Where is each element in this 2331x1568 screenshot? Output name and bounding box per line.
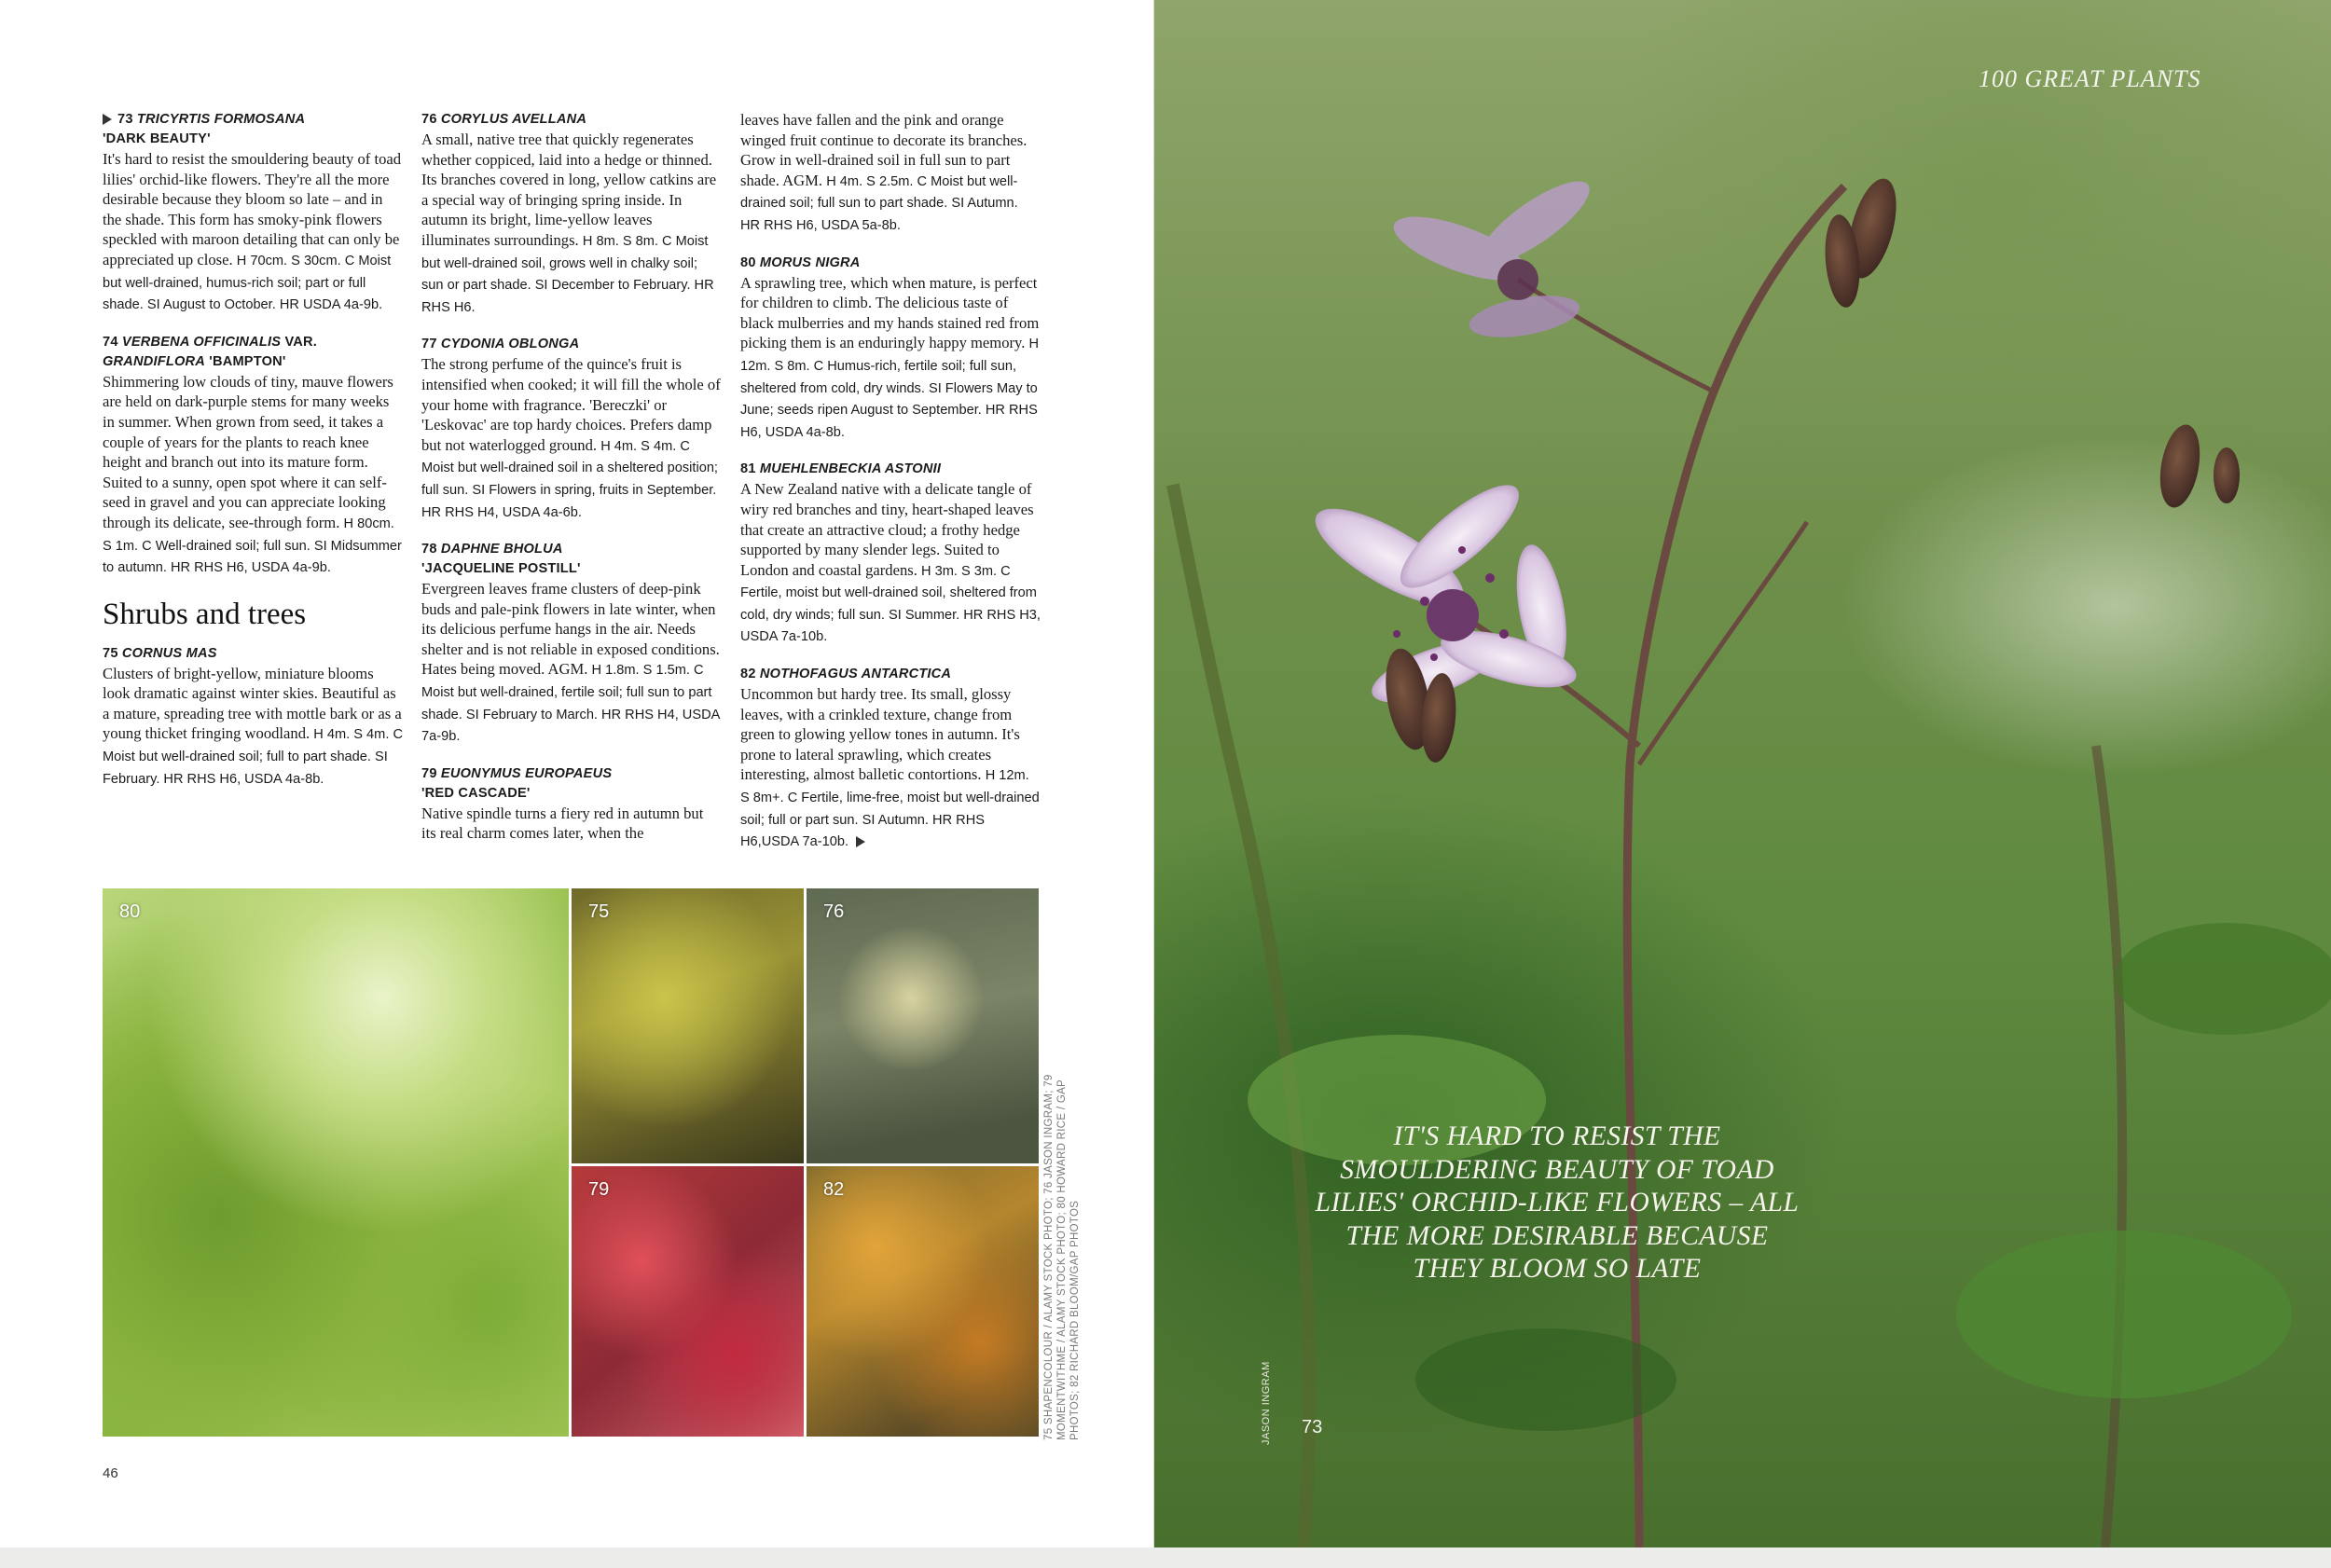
- photo-number: 75: [588, 901, 610, 922]
- photo-number: 76: [823, 901, 845, 922]
- entry-text: Evergreen leaves frame clusters of deep-pink buds and pale-pink flowers in late winter, when its delicious perfume hangs in the air. Needs shelter and is not reliable in exposed conditions. Hates being moved. AGM. H 1.8m. S 1.5m. C Moist but well-drained, fertile soil; full sun to part shade. SI February to March. HR RHS H4, USDA 7a-9b.: [421, 580, 720, 745]
- photo-morus-nigra: [103, 888, 569, 1437]
- entry-heading: 77 CYDONIA OBLONGA: [421, 337, 580, 352]
- entry-heading: 79 EUONYMUS EUROPAEUS 'RED CASCADE': [421, 765, 613, 801]
- toad-lily-illustration: [1154, 0, 2331, 1547]
- entry-heading: 76 CORYLUS AVELLANA: [421, 112, 587, 127]
- entry-heading: 74 VERBENA OFFICINALIS VAR. GRANDIFLORA 'BAMPTON': [103, 334, 318, 369]
- entry-text: The strong perfume of the quince's fruit is intensified when cooked; it will fill the whole of your home with fragrance. 'Bereczki' or 'Leskovac' are top hardy choices. Prefers damp but not waterlogged ground. H 4m. S 4m. C Moist but well-drained soil in a sheltered position; full sun. SI Flowers in spring, fruits in September. HR RHS H4, USDA 4a-6b.: [421, 355, 721, 520]
- entry-text: A sprawling tree, which when mature, is perfect for children to climb. The delicious taste of black mulberries and my hands stained red from picking them is an enduringly happy memory. H 12m. S 8m. C Humus-rich, fertile soil; full sun, sheltered from cold, dry winds. SI Flowers May to June; seeds ripen August to September. HR RHS H6, USDA 4a-8b.: [740, 273, 1040, 440]
- plate-number: 73: [1302, 1417, 1323, 1437]
- entry-heading: 78 DAPHNE BHOLUA 'JACQUELINE POSTILL': [421, 542, 581, 577]
- entry-text: It's hard to resist the smouldering beauty of toad lilies' orchid-like flowers. They're all the more desirable because they bloom so late – and in the shade. This form has smoky-pink flowers speckled with maroon detailing that can only be appreciated up close. H 70cm. S 30cm. C Moist but well-drained, humus-rich soil; part or full shade. SI August to October. HR USDA 4a-9b.: [103, 150, 402, 313]
- pull-quote: IT'S HARD TO RESIST THE SMOULDERING BEAUTY OF TOAD LILIES' ORCHID-LIKE FLOWERS – ALL THE MORE DESIRABLE BECAUSE THEY BLOOM SO LATE: [1315, 1121, 1800, 1284]
- plant-entry-82: [740, 665, 1041, 853]
- left-page: [0, 0, 1153, 1547]
- entry-text: A New Zealand native with a delicate tangle of wiry red branches and tiny, heart-shaped leaves that create an attractive cloud; a frothy hedge supported by many slender legs. Suited to London and coastal gardens. H 3m. S 3m. C Fertile, moist but well-drained soil, sheltered from cold, dry winds; full sun. SI Summer. HR RHS H3, USDA 7a-10b.: [740, 480, 1041, 645]
- plant-entry-76: [421, 110, 722, 318]
- plant-entry-73: [103, 110, 403, 316]
- photo-number: 79: [588, 1179, 610, 1200]
- photo-number: 82: [823, 1179, 845, 1200]
- photo-credit: JASON INGRAM: [1261, 1361, 1272, 1445]
- plant-entry-77: [421, 335, 722, 523]
- entry-heading: 73 TRICYRTIS FORMOSANA 'DARK BEAUTY': [103, 112, 306, 146]
- page-number: 46: [103, 1465, 118, 1481]
- photo-number: 80: [119, 901, 141, 922]
- entry-text: Native spindle turns a fiery red in autumn but its real charm comes later, when the: [421, 804, 704, 843]
- plant-entry-81: [740, 460, 1041, 648]
- continue-arrow-icon: [103, 114, 112, 125]
- entry-text: Uncommon but hardy tree. Its small, glossy leaves, with a crinkled texture, change from green to glowing yellow tones in autumn. It's prone to lateral sprawling, which creates interesting, almost balletic contortions. H 12m. S 8m+. C Fertile, lime-free, moist but well-drained soil; full or part sun. SI Autumn. HR RHS H6,USDA 7a-10b.: [740, 685, 1040, 850]
- right-page-photo: [1154, 0, 2331, 1547]
- section-title: Shrubs and trees: [103, 597, 307, 631]
- entry-text: leaves have fallen and the pink and orange winged fruit continue to decorate its branches. Grow in well-drained soil in full sun to part shade. AGM. H 4m. S 2.5m. C Moist but well-drained soil; full sun to part shade. SI Autumn. HR RHS H6, USDA 5a-8b.: [740, 111, 1028, 233]
- entry-heading: 75 CORNUS MAS: [103, 645, 217, 661]
- plant-entry-74: [103, 333, 403, 579]
- photo-cornus-mas: [572, 888, 804, 1163]
- text-column-1: [103, 110, 403, 806]
- photo-euonymus-europaeus: [572, 1166, 804, 1437]
- plant-entry-80: [740, 254, 1041, 444]
- photo-credits: 75 SHAPENCOLOUR / ALAMY STOCK PHOTO; 76 JASON INGRAM; 79 MOMENTWITHME / ALAMY STOCK PHOTO; 80 HOWARD RICE / GAP PHOTOS; 82 RICHARD BLOOM/GAP PHOTOS: [1043, 1074, 1081, 1440]
- photo-corylus-avellana: [807, 888, 1039, 1163]
- continue-arrow-icon: [856, 836, 865, 847]
- plant-entry-79: [421, 764, 722, 844]
- entry-heading: 82 NOTHOFAGUS ANTARCTICA: [740, 667, 952, 682]
- entry-text: Shimmering low clouds of tiny, mauve flowers are held on dark-purple stems for many weeks in summer. When grown from seed, it takes a couple of years for the plants to reach knee height and branch out into its mature form. Suited to a sunny, open spot where it can self-seed in gravel and you can appreciate looking through its delicate, see-through form. H 80cm. S 1m. C Well-drained soil; full sun. SI Midsummer to autumn. HR RHS H6, USDA 4a-9b.: [103, 372, 402, 576]
- entry-text: A small, native tree that quickly regenerates whether coppiced, laid into a hedge or thinned. Its branches covered in long, yellow catkins are a special way of bringing spring inside. In autumn its bright, lime-yellow leaves illuminates surroundings. H 8m. S 8m. C Moist but well-drained soil, grows well in chalky soil; sun or part shade. SI December to February. HR RHS H6.: [421, 131, 717, 315]
- running-head: 100 GREAT PLANTS: [1979, 65, 2201, 92]
- text-column-2: [421, 110, 722, 860]
- entry-heading: 80 MORUS NIGRA: [740, 254, 861, 270]
- entry-heading: 81 MUEHLENBECKIA ASTONII: [740, 461, 942, 477]
- page-bottom-edge: [0, 1547, 2331, 1568]
- plant-entry-78: [421, 540, 722, 748]
- plant-entry-75: [103, 644, 403, 791]
- photo-nothofagus-antarctica: [807, 1166, 1039, 1437]
- text-column-3: [740, 110, 1041, 870]
- plant-entry-79-continued: [740, 110, 1041, 237]
- entry-text: Clusters of bright-yellow, miniature blooms look dramatic against winter skies. Beautiful as a mature, spreading tree with mottle bark or as a young thicket fringing woodland. H 4m. S 4m. C Moist but well-drained soil; full to part shade. SI February. HR RHS H6, USDA 4a-8b.: [103, 664, 403, 787]
